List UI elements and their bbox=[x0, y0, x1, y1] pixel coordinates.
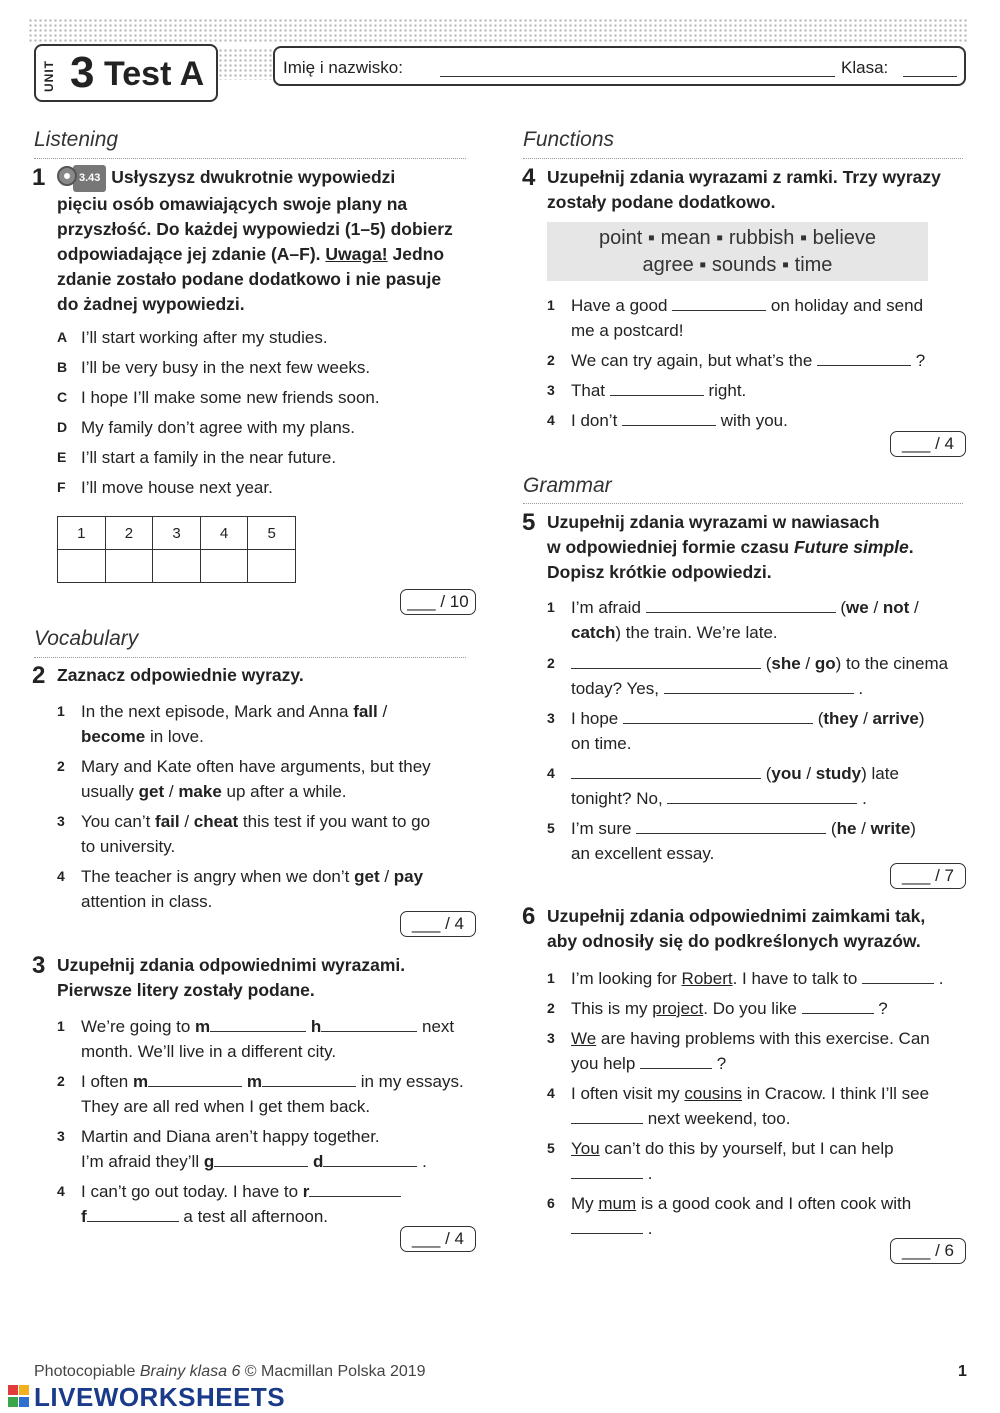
exercise-number: 4 bbox=[522, 164, 536, 191]
logo-square-icon bbox=[19, 1385, 29, 1395]
section-rule bbox=[523, 158, 963, 159]
score-box: ___ / 10 bbox=[400, 589, 476, 615]
exercise-6-instruction: Uzupełnij zdania odpowiednimi zaimkami tak, aby odnosiły się do podkreślonych wyrazów. bbox=[547, 906, 926, 951]
logo-square-icon bbox=[19, 1397, 29, 1407]
choice-word[interactable]: become bbox=[81, 727, 146, 746]
answer-blank[interactable] bbox=[622, 408, 716, 426]
answer-blank[interactable] bbox=[214, 1149, 308, 1167]
section-title-listening: Listening bbox=[34, 128, 119, 151]
score-box: ___ / 4 bbox=[400, 911, 476, 937]
answer-blank[interactable] bbox=[321, 1014, 417, 1032]
exercise-number: 1 bbox=[32, 164, 46, 191]
header-dot-band bbox=[28, 18, 968, 44]
choice-word[interactable]: cheat bbox=[193, 812, 239, 831]
answer-blank[interactable] bbox=[571, 761, 761, 779]
answer-blank[interactable] bbox=[309, 1179, 401, 1197]
answer-cell[interactable] bbox=[58, 550, 106, 583]
unit-word: UNIT bbox=[42, 60, 56, 92]
answer-blank[interactable] bbox=[817, 348, 911, 366]
exercise-2-instruction: Zaznacz odpowiednie wyrazy. bbox=[57, 665, 304, 685]
score-box: ___ / 4 bbox=[890, 431, 966, 457]
section-title-vocabulary: Vocabulary bbox=[34, 627, 139, 650]
logo-square-icon bbox=[8, 1397, 18, 1407]
answer-blank[interactable] bbox=[571, 1161, 643, 1179]
answer-blank[interactable] bbox=[571, 1216, 643, 1234]
section-title-functions: Functions bbox=[523, 128, 615, 151]
exercise-number: 5 bbox=[522, 509, 536, 536]
header-dot-band-small bbox=[218, 48, 276, 80]
short-answer-blank[interactable] bbox=[664, 676, 854, 694]
choice-word[interactable]: pay bbox=[393, 867, 424, 886]
table-header: 4 bbox=[200, 517, 248, 550]
unit-badge bbox=[34, 44, 218, 102]
answer-blank[interactable] bbox=[210, 1014, 306, 1032]
answer-cell[interactable] bbox=[248, 550, 296, 583]
copyright-note: Photocopiable Brainy klasa 6 © Macmillan Polska 2019 bbox=[34, 1363, 426, 1380]
exercise-3-instruction: Uzupełnij zdania odpowiednimi wyrazami. Pierwsze litery zostały podane. bbox=[57, 955, 406, 1000]
choice-word[interactable]: make bbox=[178, 782, 222, 801]
logo-square-icon bbox=[8, 1385, 18, 1395]
answer-blank[interactable] bbox=[672, 293, 766, 311]
section-rule bbox=[34, 657, 466, 658]
answer-blank[interactable] bbox=[640, 1051, 712, 1069]
section-rule bbox=[34, 158, 466, 159]
score-box: ___ / 4 bbox=[400, 1226, 476, 1252]
audio-cd-icon[interactable] bbox=[57, 166, 77, 186]
section-title-grammar: Grammar bbox=[523, 474, 612, 497]
exercise-1-instruction: 3.43 Usłyszysz dwukrotnie wypowiedzi pięciu osób omawiających swoje plany na przyszłość. Do każdej wypowiedzi (1–5) dobierz odpowiadające jej zdanie (A–F). Uwaga! Jedno zdanie zostało podane dodatkowo i nie pasuje do żadnej wypowiedzi. bbox=[57, 167, 453, 314]
test-title: Test A bbox=[104, 55, 205, 93]
exercise-5-instruction: Uzupełnij zdania wyrazami w nawiasach w odpowiedniej formie czasu Future simple. Dopisz krótkie odpowiedzi. bbox=[547, 512, 914, 582]
table-header: 2 bbox=[105, 517, 153, 550]
answer-cell[interactable] bbox=[153, 550, 201, 583]
answer-blank[interactable] bbox=[802, 996, 874, 1014]
answer-blank[interactable] bbox=[862, 966, 934, 984]
section-rule bbox=[523, 503, 963, 504]
answer-blank[interactable] bbox=[610, 378, 704, 396]
answer-blank[interactable] bbox=[148, 1069, 242, 1087]
exercise-4-instruction: Uzupełnij zdania wyrazami z ramki. Trzy wyrazy zostały podane dodatkowo. bbox=[547, 167, 941, 212]
answer-cell[interactable] bbox=[200, 550, 248, 583]
answer-blank[interactable] bbox=[646, 595, 836, 613]
answer-cell[interactable] bbox=[105, 550, 153, 583]
class-field[interactable] bbox=[903, 76, 957, 77]
answer-blank[interactable] bbox=[636, 816, 826, 834]
track-badge: 3.43 bbox=[73, 165, 106, 192]
answer-blank[interactable] bbox=[623, 706, 813, 724]
choice-word[interactable]: fail bbox=[155, 812, 180, 831]
answer-blank[interactable] bbox=[262, 1069, 356, 1087]
table-header: 1 bbox=[58, 517, 106, 550]
answer-blank[interactable] bbox=[87, 1204, 179, 1222]
exercise-number: 6 bbox=[522, 903, 536, 930]
score-box: ___ / 7 bbox=[890, 863, 966, 889]
student-info-box bbox=[273, 46, 966, 86]
class-label: Klasa: bbox=[841, 58, 889, 77]
answer-blank[interactable] bbox=[571, 651, 761, 669]
answer-table bbox=[57, 516, 296, 583]
choice-word[interactable]: get bbox=[138, 782, 165, 801]
word-box: point ▪ mean ▪ rubbish ▪ believe agree ▪ sounds ▪ time bbox=[547, 222, 928, 281]
page-number: 1 bbox=[958, 1363, 967, 1380]
name-field[interactable] bbox=[440, 76, 835, 77]
choice-word[interactable]: fall bbox=[353, 702, 378, 721]
table-header: 3 bbox=[153, 517, 201, 550]
exercise-number: 2 bbox=[32, 662, 46, 689]
short-answer-blank[interactable] bbox=[667, 786, 857, 804]
choice-word[interactable]: get bbox=[354, 867, 380, 886]
answer-blank[interactable] bbox=[323, 1149, 417, 1167]
logo-text: LIVEWORKSHEETS bbox=[34, 1382, 286, 1412]
answer-blank[interactable] bbox=[571, 1106, 643, 1124]
table-header: 5 bbox=[248, 517, 296, 550]
score-box: ___ / 6 bbox=[890, 1238, 966, 1264]
name-label: Imię i nazwisko: bbox=[283, 58, 403, 77]
exercise-number: 3 bbox=[32, 952, 46, 979]
unit-number: 3 bbox=[70, 48, 95, 97]
